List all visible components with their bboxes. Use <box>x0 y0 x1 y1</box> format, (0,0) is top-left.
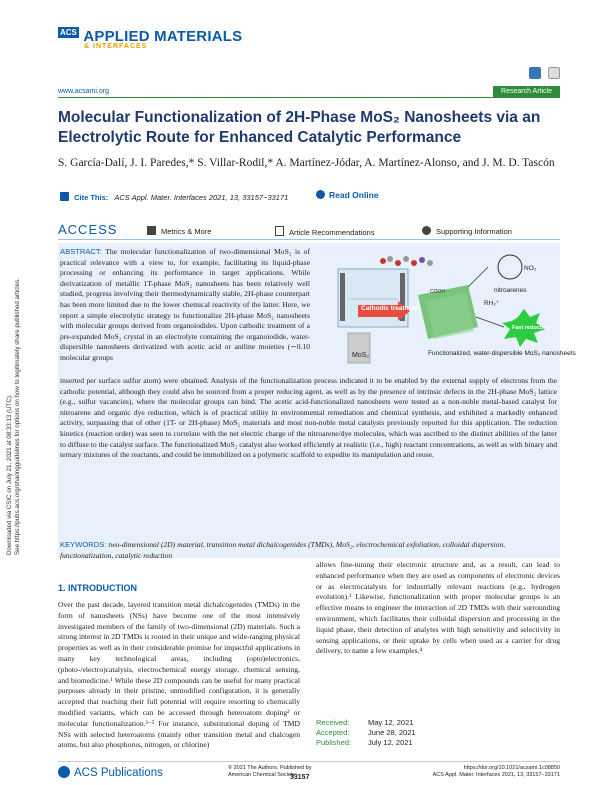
fast-label: Fast reduction <box>512 325 550 331</box>
footer-divider <box>58 761 560 762</box>
beaker-shape <box>338 269 408 327</box>
keywords-list: two-dimensional (2D) material, transition metal dichalcogenides (TMDs), MoS₂, electrochemical exfoliation, colloidal dispersion, functionalization, catalytic reduction <box>60 540 506 560</box>
abstract-label: ABSTRACT: <box>60 247 102 256</box>
journal-subname: & INTERFACES <box>84 43 148 50</box>
publisher-name: ACS Publications <box>74 767 163 779</box>
intro-right-column: allows fine-tuning their electronic structure and, as a result, can lead to enhanced performance when they are used as components of electronic devices or as electrocatalysts for industrially relevant reactions (e.g., hydrogen evolution).² Likewise, functionalization with proper molecular groups is an effective means to engineer the interaction of 2D TMDs with their surrounding environment, which facilitates their colloidal dispersion and processing in the liquid phase, their detection of analytes with high sensitivity and selectivity in sensing applications, or their uptake by cells when used as a carrier for drug delivery, to name a few examples.⁴ <box>316 560 560 656</box>
toc-graphic <box>318 247 576 377</box>
received-key: Received: <box>316 718 350 727</box>
nitroarenes-label: nitroarenes <box>494 287 527 294</box>
acs-publications-logo[interactable] <box>58 766 163 779</box>
keywords-label: KEYWORDS: <box>60 540 107 549</box>
recommendations-link[interactable] <box>275 226 374 237</box>
article-type-badge: Research Article <box>493 86 560 97</box>
access-label: ACCESS <box>58 222 118 237</box>
acs-badge: ACS <box>60 28 77 37</box>
intro-left-column: Over the past decade, layered transition metal dichalcogenides (TMDs) in the form of nanosheets (NSs) have become one of the most intensively investigated members of the family of two-dimensional (2D) materials. Such a strong interest in 2D TMDs is rooted in their unique and wide-ranging physical properties as well as in their considerable promise for impactful applications in many key technological areas, including (opto)electronics, (photo-/electro)catalysis, electrochemical energy storage, chemical sensing, and biomedicine.¹ While these 2D compounds can be useful for many practical purposes already in their pristine, unmodified configuration, it is generally accepted that reaching their full potential will require resorting to chemically modified variants, which can be accessed through heteroatom doping² or molecular functionalization.³⁻⁵ For instance, substitutional doping of TMD NSs with selected heteroatoms (mainly other transition metal and chalcogen atoms, but also phosphorus, nitrogen, or chlorine) <box>58 600 300 750</box>
keywords <box>60 540 557 561</box>
recommendations-label: Article Recommendations <box>289 228 375 237</box>
image-icon[interactable] <box>529 67 541 79</box>
mos2-label: MoS₂ <box>352 352 370 359</box>
info-icon <box>422 226 431 235</box>
cite-label: Cite This: <box>74 193 109 202</box>
acs-logo-icon <box>58 766 70 778</box>
copyright-line1: © 2021 The Authors. Published by <box>228 765 312 771</box>
article-title: Molecular Functionalization of 2H-Phase MoS₂ Nanosheets via an Electrolytic Route for Enhanced Catalytic Performance <box>58 109 541 146</box>
metrics-link[interactable] <box>147 226 211 236</box>
doi-citation: ACS Appl. Mater. Interfaces 2021, 13, 33157−33171 <box>432 771 560 778</box>
supporting-label: Supporting Information <box>436 227 512 236</box>
doi-link[interactable]: https://doi.org/10.1021/acsami.1c08850 <box>463 765 560 771</box>
received-value: May 12, 2021 <box>368 718 414 727</box>
read-online-icon <box>316 190 325 199</box>
abstract-text-1: The molecular functionalization of two-dimensional MoS₂ is of practical relevance with a view to, for example, facilitating its liquid-phase processing or enhancing its performance in target applications. While derivatization of metallic 1T-phase MoS₂ nanosheets has been relatively well studied, progress involving their thermodynamically stable, 2H-phase counterpart has been more limited due to the lower chemical reactivity of the latter. Here, we report a simple electrolytic strategy to functionalize 2H-phase MoS₂ nanosheets with molecular groups derived from organoiodides. Upon cathodic treatment of a pre-expanded MoS₂ crystal in an electrolyte containing the organoiodide, water-dispersible nanosheets derivatized with acetic acid or aniline moieties (∼0.10 molecular groups <box>60 247 310 362</box>
journal-url[interactable]: www.acsami.org <box>58 88 109 95</box>
download-side-note <box>6 225 22 555</box>
read-online-link[interactable] <box>316 190 379 200</box>
cathodic-label: Cathodic treatment <box>361 305 421 312</box>
accepted-value: June 28, 2021 <box>368 727 416 737</box>
author-list[interactable]: S. García-Dalí, J. I. Paredes,* S. Villar-Rodil,* A. Martínez-Jódar, A. Martínez-Alonso, and J. M. D. Tascón <box>58 157 555 169</box>
open-access-icon[interactable] <box>548 67 560 79</box>
access-divider <box>58 239 560 240</box>
journal-logo[interactable] <box>58 28 242 50</box>
journal-name: APPLIED MATERIALS <box>83 28 243 45</box>
dates-block <box>316 718 416 747</box>
abstract-part2: inserted per surface sulfur atom) were obtained. Analysis of the functionalization process indicated it to be enabled by the external supply of electrons from the cathodic potential, although they could also be sourced from a proper reducing agent, as well as by the presence of intrinsic defects in the 2H-phase MoS₂ lattice (e.g., sulfur vacancies), where the molecular groups can bind. The acetic acid-functionalized nanosheets were tested as a non-noble metal-based catalyst for nitroarene and organic dye reduction, which is of practical utility in environmental remediation and chemical synthesis, and exhibited a markedly enhanced activity, surpassing that of other (1T- or 2H-phase) MoS₂ materials and most non-noble metal catalysts previously reported for this application. The reduction kinetics (reaction order) was seen to correlate with the net electric charge of the nitroarene/dye molecules, which was ascribed to the distinct abilities of the latter to diffuse to the catalyst surface. The functionalized MoS₂ catalyst also worked efficiently at realistic (i.e., high) reactant concentrations, as well as with binary and ternary mixtures of the reactants, and could be immobilized on a polymeric scaffold to expedite its manipulation and reuse. <box>60 376 557 460</box>
read-online-label: Read Online <box>329 190 379 200</box>
page-number: 33157 <box>290 774 310 781</box>
published-value: July 12, 2021 <box>368 737 413 747</box>
accepted-key: Accepted: <box>316 727 350 737</box>
header-divider <box>58 97 560 98</box>
download-line: Downloaded via CSIC on July 21, 2021 at 08:33:13 (UTC). <box>6 394 13 555</box>
cooh-label: COOH <box>430 289 445 295</box>
cite-this[interactable] <box>60 192 288 202</box>
metrics-label: Metrics & More <box>161 227 212 236</box>
rh-label: RH₂⁺ <box>484 300 500 307</box>
intro-heading: 1. INTRODUCTION <box>58 583 138 593</box>
supporting-info-link[interactable] <box>422 226 512 236</box>
functionalized-label: Functionalized, water-dispersible MoS₂ nanosheets <box>428 350 576 357</box>
bar-chart-icon <box>147 226 156 235</box>
cite-icon <box>60 192 69 201</box>
guidelines-line: See https://pubs.acs.org/sharingguidelines for options on how to legitimately share published articles. <box>14 278 21 555</box>
no2-label: NO₂ <box>524 265 537 272</box>
copyright-line2: American Chemical Society <box>228 771 296 778</box>
electrode-left <box>340 273 345 321</box>
abstract-part1 <box>60 247 310 364</box>
doi-block[interactable] <box>433 765 560 778</box>
published-key: Published: <box>316 737 352 747</box>
cite-reference: ACS Appl. Mater. Interfaces 2021, 13, 33157−33171 <box>114 193 289 202</box>
top-icons <box>526 66 560 84</box>
document-icon <box>275 226 284 236</box>
